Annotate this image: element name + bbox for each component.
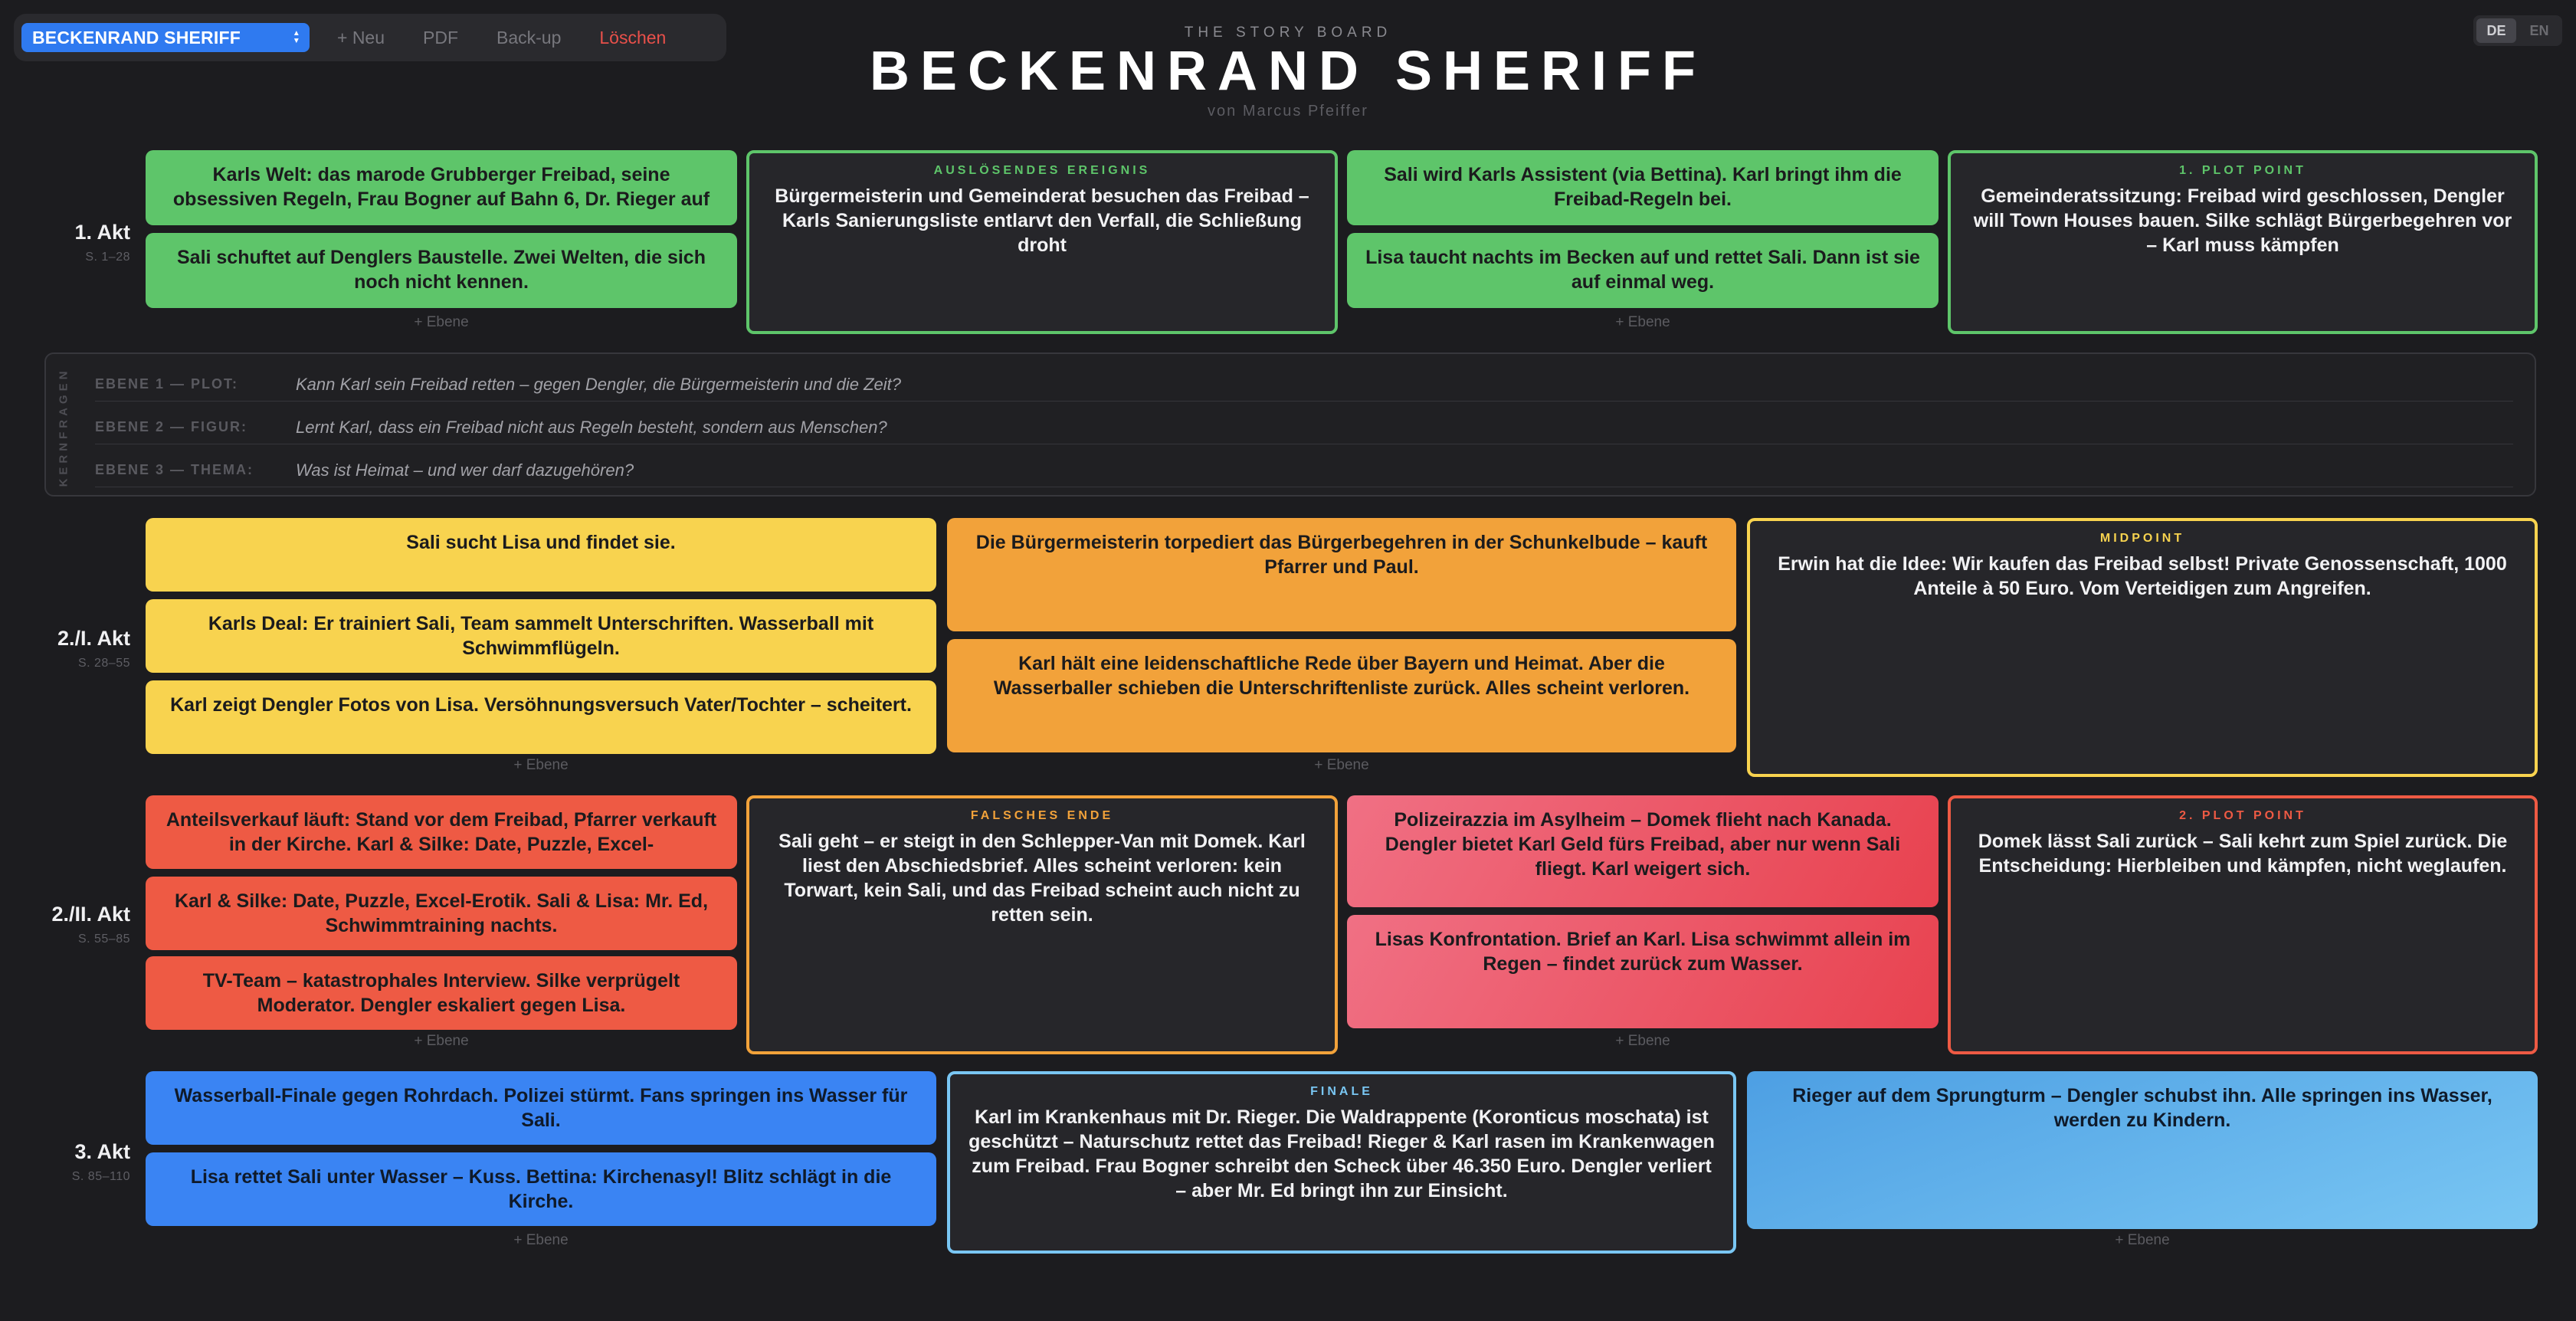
add-level-button[interactable]: + Ebene (414, 1033, 469, 1049)
act-name: 2./I. Akt (57, 627, 130, 650)
backup-button[interactable]: Back-up (497, 27, 562, 48)
beat-tag: MIDPOINT (2099, 532, 2185, 545)
lang-en-button[interactable]: EN (2529, 22, 2549, 38)
page-kicker: THE STORY BOARD (1184, 25, 1392, 41)
beat-card-plot-point-1[interactable] (1948, 150, 2538, 334)
beat-card-false-ending[interactable] (746, 795, 1338, 1054)
scene-card[interactable]: Sali wird Karls Assistent (via Bettina). Karl bringt ihm die Freibad-Regeln bei. (1347, 150, 1939, 225)
act-label-1 (0, 221, 130, 264)
key-questions-side-label (55, 367, 72, 487)
scene-card[interactable]: Lisa rettet Sali unter Wasser – Kuss. Bettina: Kirchenasyl! Blitz schlägt in die Kirche. (146, 1152, 936, 1226)
page-byline: von Marcus Pfeiffer (1208, 103, 1368, 120)
scene-card[interactable]: Wasserball-Finale gegen Rohrdach. Polizei stürmt. Fans springen ins Wasser für Sali. (146, 1071, 936, 1145)
act-pages: S. 1–28 (85, 251, 130, 264)
act-label-2-1 (0, 627, 130, 670)
add-level-button[interactable]: + Ebene (1615, 1033, 1670, 1049)
add-level-button[interactable]: + Ebene (414, 314, 469, 330)
act-pages: S. 85–110 (71, 1170, 130, 1183)
key-question-label: EBENE 3 — THEMA: (95, 462, 254, 477)
scene-card[interactable]: Sali schuftet auf Denglers Baustelle. Zwei Welten, die sich noch nicht kennen. (146, 233, 737, 308)
scene-card[interactable]: TV-Team – katastrophales Interview. Silke verprügelt Moderator. Dengler eskaliert gegen Lisa. (146, 956, 737, 1030)
scene-card[interactable]: Die Bürgermeisterin torpediert das Bürgerbegehren in der Schunkelbude – kauft Pfarrer und Paul. (947, 518, 1736, 631)
beat-text: Karl im Krankenhaus mit Dr. Rieger. Die Waldrappente (Koronticus moschata) ist geschützt – Naturschutz rettet das Freibad! Rieger & Karl rasen im Krankenwagen zum Freibad. Frau Bogner schreibt den Scheck über 46.350 Euro. Dengler verliert – aber Mr. Ed bringt ihn zur Einsicht. (968, 1106, 1715, 1201)
add-level-button[interactable]: + Ebene (513, 757, 569, 773)
beat-tag: 2. PLOT POINT (2179, 809, 2306, 822)
scene-card[interactable]: Sali sucht Lisa und findet sie. (146, 518, 936, 592)
add-level-button[interactable]: + Ebene (1615, 314, 1670, 330)
scene-card[interactable]: Karl zeigt Dengler Fotos von Lisa. Versöhnungsversuch Vater/Tochter – scheitert. (146, 680, 936, 754)
act-label-3 (0, 1140, 130, 1184)
add-level-button[interactable]: + Ebene (1314, 757, 1369, 773)
act-pages: S. 55–85 (77, 933, 130, 946)
beat-card-plot-point-2[interactable] (1948, 795, 2538, 1054)
key-question-label: EBENE 2 — FIGUR: (95, 419, 248, 434)
beat-tag: AUSLÖSENDES EREIGNIS (933, 164, 1151, 177)
beat-card-inciting-incident[interactable] (746, 150, 1338, 334)
act-label-2-2 (0, 903, 130, 946)
scene-card[interactable]: Karl hält eine leidenschaftliche Rede über Bayern und Heimat. Aber die Wasserballer schieben die Unterschriftenliste zurück. Alles scheint verloren. (947, 639, 1736, 752)
beat-text: Sali geht – er steigt in den Schlepper-Van mit Domek. Karl liest den Abschiedsbrief. Alles scheint verloren: kein Torwart, kein Sali, und das Freibad scheint auch nicht zu retten sein. (778, 831, 1306, 926)
key-question-text[interactable]: Lernt Karl, dass ein Freibad nicht aus Regeln besteht, sondern aus Menschen? (296, 417, 887, 437)
beat-tag: 1. PLOT POINT (2179, 164, 2306, 177)
new-button[interactable]: + Neu (337, 27, 385, 48)
page-title: BECKENRAND SHERIFF (869, 41, 1707, 102)
key-question-row (95, 411, 2513, 444)
act-name: 2./II. Akt (51, 903, 130, 926)
act-name: 3. Akt (74, 1140, 130, 1163)
beat-text: Gemeinderatssitzung: Freibad wird geschlossen, Dengler will Town Houses bauen. Silke schlägt Bürgerbegehren vor – Karl muss kämpfen (1973, 185, 2512, 256)
beat-text: Erwin hat die Idee: Wir kaufen das Freibad selbst! Private Genossenschaft, 1000 Anteile à 50 Euro. Vom Verteidigen zum Angreifen. (1778, 553, 2507, 599)
scene-card[interactable]: Anteilsverkauf läuft: Stand vor dem Freibad, Pfarrer verkauft in der Kirche. Karl & Silke: Date, Puzzle, Excel- (146, 795, 737, 869)
scene-card[interactable]: Polizeirazzia im Asylheim – Domek flieht nach Kanada. Dengler bietet Karl Geld fürs Freibad, aber nur wenn Sali fliegt. Karl weigert sich. (1347, 795, 1939, 907)
key-question-row (95, 454, 2513, 487)
beat-card-midpoint[interactable] (1747, 518, 2538, 777)
key-questions-panel (44, 352, 2536, 497)
add-level-button[interactable]: + Ebene (2115, 1232, 2170, 1248)
beat-card-finale[interactable] (947, 1071, 1736, 1254)
key-question-label: EBENE 1 — PLOT: (95, 376, 239, 392)
scene-card[interactable]: Rieger auf dem Sprungturm – Dengler schubst ihn. Alle springen ins Wasser, werden zu Kindern. (1747, 1071, 2538, 1229)
delete-button[interactable]: Löschen (599, 27, 667, 48)
chevron-updown-icon: ▲ ▼ (292, 29, 300, 45)
lang-de-button[interactable]: DE (2476, 18, 2516, 43)
key-question-row (95, 368, 2513, 402)
add-level-button[interactable]: + Ebene (513, 1232, 569, 1248)
key-questions-title: KERNFRAGEN (57, 367, 70, 487)
beat-text: Bürgermeisterin und Gemeinderat besuchen das Freibad – Karls Sanierungsliste entlarvt den Verfall, die Schließung droht (775, 185, 1309, 256)
scene-card[interactable]: Karl & Silke: Date, Puzzle, Excel-Erotik. Sali & Lisa: Mr. Ed, Schwimmtraining nachts. (146, 877, 737, 950)
scene-card[interactable]: Karls Deal: Er trainiert Sali, Team sammelt Unterschriften. Wasserball mit Schwimmflügeln. (146, 599, 936, 673)
beat-tag: FINALE (1310, 1085, 1373, 1098)
act-name: 1. Akt (74, 221, 130, 244)
act-pages: S. 28–55 (77, 657, 130, 670)
project-select-value: BECKENRAND SHERIFF (32, 27, 241, 48)
pdf-button[interactable]: PDF (423, 27, 459, 48)
beat-tag: FALSCHES ENDE (970, 809, 1114, 822)
key-question-text[interactable]: Kann Karl sein Freibad retten – gegen Dengler, die Bürgermeisterin und die Zeit? (296, 374, 902, 394)
scene-card[interactable]: Karls Welt: das marode Grubberger Freibad, seine obsessiven Regeln, Frau Bogner auf Bahn 6, Dr. Rieger auf (146, 150, 737, 225)
scene-card[interactable]: Lisa taucht nachts im Becken auf und rettet Sali. Dann ist sie auf einmal weg. (1347, 233, 1939, 308)
beat-text: Domek lässt Sali zurück – Sali kehrt zum Spiel zurück. Die Entscheidung: Hierbleiben und kämpfen, nicht weglaufen. (1978, 831, 2508, 877)
scene-card[interactable]: Lisas Konfrontation. Brief an Karl. Lisa schwimmt allein im Regen – findet zurück zum Wasser. (1347, 915, 1939, 1028)
key-question-text[interactable]: Was ist Heimat – und wer darf dazugehören? (296, 460, 634, 480)
